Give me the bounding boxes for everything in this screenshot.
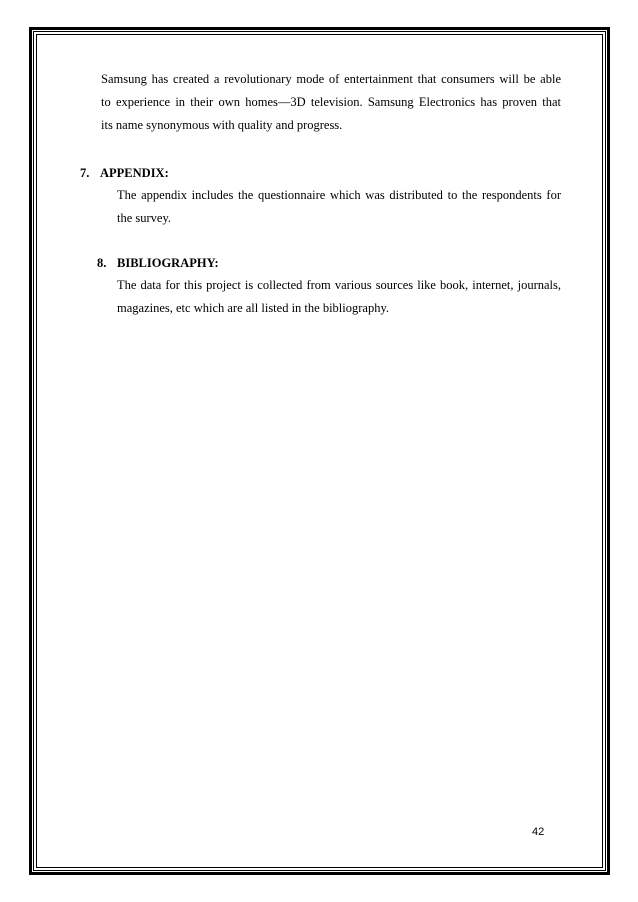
intro-line: to experience in their own homes—3D television. Samsung Electronics has proven that xyxy=(101,95,561,109)
section-number: 8. xyxy=(97,256,107,270)
section-title: BIBLIOGRAPHY: xyxy=(117,256,219,270)
bibliography-line: The data for this project is collected from various sources like book, internet, journals, xyxy=(117,278,561,292)
appendix-line: The appendix includes the questionnaire which was distributed to the respondents for xyxy=(117,188,561,202)
appendix-paragraph xyxy=(117,184,561,230)
bibliography-paragraph xyxy=(117,274,561,320)
section-heading-bibliography xyxy=(97,254,219,272)
bibliography-line: magazines, etc which are all listed in the bibliography. xyxy=(117,301,390,315)
intro-paragraph xyxy=(101,68,561,137)
section-heading-appendix xyxy=(80,164,169,182)
appendix-line: the survey. xyxy=(117,211,172,225)
intro-line: its name synonymous with quality and progress. xyxy=(101,118,343,132)
section-number: 7. xyxy=(80,166,90,180)
page-number: 42 xyxy=(532,826,545,838)
section-title: APPENDIX: xyxy=(100,166,169,180)
intro-line: Samsung has created a revolutionary mode of entertainment that consumers will be able xyxy=(101,72,561,86)
page-border-inner xyxy=(36,34,603,868)
